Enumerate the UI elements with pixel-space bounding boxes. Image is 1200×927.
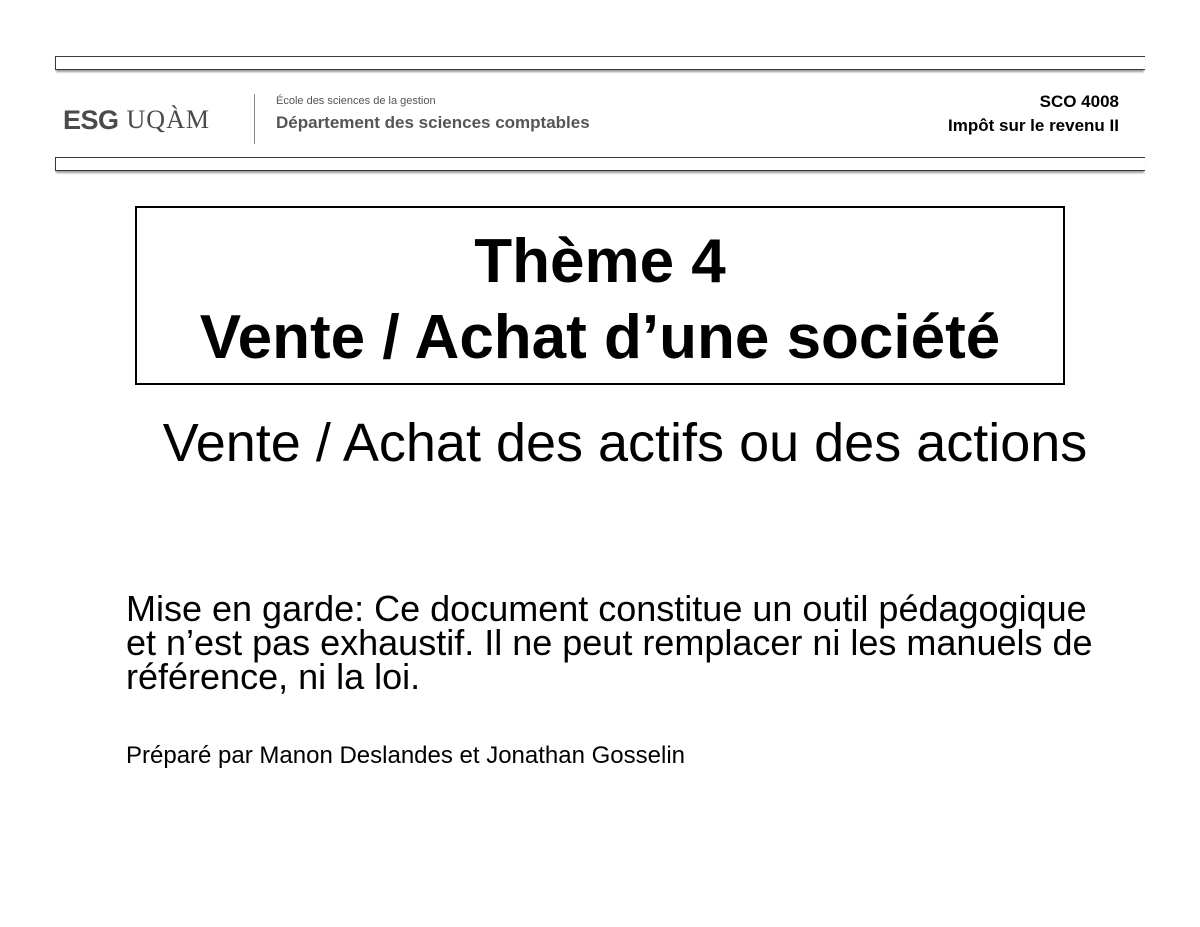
- department-name: Département des sciences comptables: [276, 113, 590, 132]
- logo-divider: [254, 94, 255, 144]
- course-code: SCO 4008: [1039, 92, 1119, 111]
- esg-uqam-logo: [63, 100, 210, 140]
- disclaimer-text: Mise en garde: Ce document constitue un outil pédagogique et n’est pas exhaustif. Il ne peut remplacer ni les manuels de référence, ni la loi.: [126, 588, 1093, 697]
- title-box: [135, 206, 1065, 385]
- title-theme: Thème 4: [474, 227, 726, 296]
- title-main: Vente / Achat d’une société: [199, 303, 1001, 372]
- header-bottom-bar: [55, 157, 1145, 171]
- school-name: École des sciences de la gestion: [276, 95, 436, 107]
- course-name: Impôt sur le revenu II: [948, 116, 1119, 135]
- logo-uqam-text: UQÀM: [126, 105, 210, 134]
- logo-esg-text: ESG: [63, 104, 119, 135]
- header-top-bar: [55, 56, 1145, 70]
- author-credit: Préparé par Manon Deslandes et Jonathan Gosselin: [126, 742, 686, 769]
- subtitle: Vente / Achat des actifs ou des actions: [162, 413, 1088, 473]
